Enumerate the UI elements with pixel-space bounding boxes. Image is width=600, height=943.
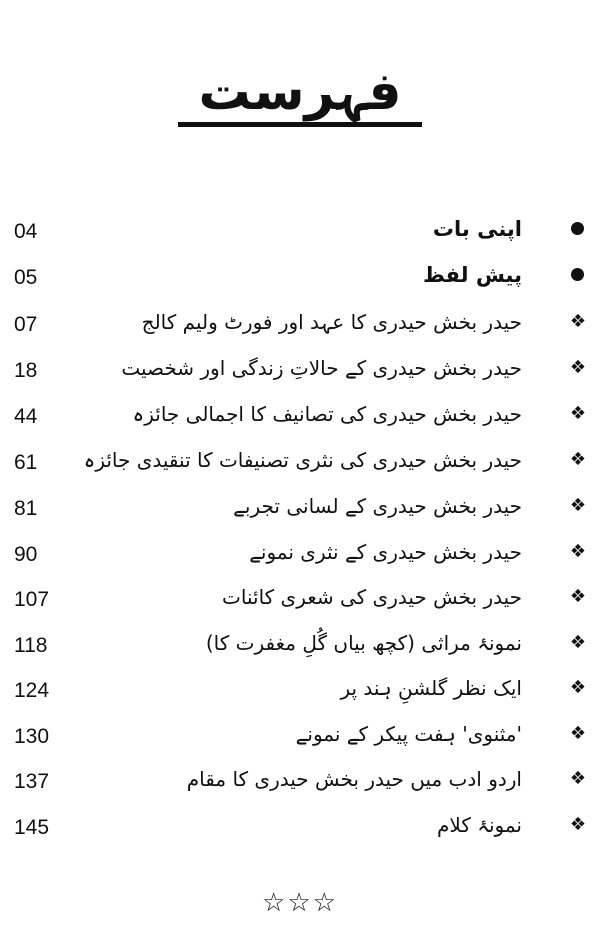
diamond-ornament-icon: ❖ <box>569 311 586 332</box>
toc-entry <box>0 443 600 487</box>
diamond-ornament-icon: ❖ <box>569 357 586 378</box>
toc-entry-title: نمونۂ مراثی (کچھ بیاں گُلِ مغفرت کا) <box>205 631 522 655</box>
toc-page-number: 81 <box>14 497 38 520</box>
toc-entry <box>0 535 600 579</box>
toc-entry <box>0 351 600 395</box>
toc-page-number: 61 <box>14 451 38 474</box>
toc-page-number: 05 <box>14 266 38 289</box>
toc-entry <box>0 580 600 624</box>
toc-page-number: 107 <box>14 588 50 611</box>
toc-page-number: 90 <box>14 543 38 566</box>
diamond-ornament-icon: ❖ <box>569 814 586 835</box>
diamond-ornament-icon: ❖ <box>569 586 586 607</box>
toc-entry-title: حیدر بخش حیدری کا عہد اور فورٹ ولیم کالج <box>141 310 522 334</box>
diamond-ornament-icon: ❖ <box>569 403 586 424</box>
toc-entry <box>0 397 600 441</box>
toc-entry-title: حیدر بخش حیدری کی تصانیف کا اجمالی جائزہ <box>132 402 522 426</box>
diamond-ornament-icon: ❖ <box>569 632 586 653</box>
toc-page-number: 07 <box>14 313 38 336</box>
toc-entry-title: ایک نظر گلشنِ ہند پر <box>340 676 522 700</box>
toc-entry-title: 'مثنوی' ہفت پیکر کے نمونے <box>295 722 522 746</box>
toc-entry <box>0 808 600 852</box>
toc-entry-title: اپنی بات <box>432 217 522 241</box>
toc-entry <box>0 626 600 670</box>
toc-page-number: 04 <box>14 220 38 243</box>
toc-entry <box>0 258 600 302</box>
toc-page-number: 44 <box>14 405 38 428</box>
toc-entry-title: حیدر بخش حیدری کے لسانی تجربے <box>233 494 522 518</box>
footer-stars-ornament: ☆☆☆ <box>262 888 338 918</box>
toc-page-number: 137 <box>14 770 50 793</box>
toc-page-number: 124 <box>14 679 50 702</box>
bullet-icon <box>571 222 584 235</box>
toc-entry <box>0 212 600 256</box>
toc-entry-title: حیدر بخش حیدری کے نثری نمونے <box>249 540 522 564</box>
diamond-ornament-icon: ❖ <box>569 677 586 698</box>
toc-entry-title: حیدر بخش حیدری کے حالاتِ زندگی اور شخصیت <box>121 356 522 380</box>
diamond-ornament-icon: ❖ <box>569 495 586 516</box>
toc-entry-title: اردو ادب میں حیدر بخش حیدری کا مقام <box>186 767 522 791</box>
page-title: فہرست <box>198 62 402 122</box>
toc-page-number: 145 <box>14 816 50 839</box>
bullet-icon <box>571 268 584 281</box>
toc-entry-title: حیدر بخش حیدری کی شعری کائنات <box>222 585 522 609</box>
diamond-ornament-icon: ❖ <box>569 541 586 562</box>
toc-entry-title: حیدر بخش حیدری کی نثری تصنیفات کا تنقیدی جائزہ <box>83 448 522 472</box>
toc-entry <box>0 305 600 349</box>
toc-page-number: 118 <box>14 634 48 657</box>
toc-entry-title: نمونۂ کلام <box>437 813 522 837</box>
title-underline <box>178 122 422 127</box>
toc-entry <box>0 717 600 761</box>
toc-entry <box>0 671 600 715</box>
diamond-ornament-icon: ❖ <box>569 723 586 744</box>
toc-page-number: 130 <box>14 725 50 748</box>
toc-entry <box>0 489 600 533</box>
toc-entry-title: پیش لفظ <box>423 263 522 287</box>
diamond-ornament-icon: ❖ <box>569 449 586 470</box>
toc-page-number: 18 <box>14 359 38 382</box>
diamond-ornament-icon: ❖ <box>569 768 586 789</box>
toc-entry <box>0 762 600 806</box>
